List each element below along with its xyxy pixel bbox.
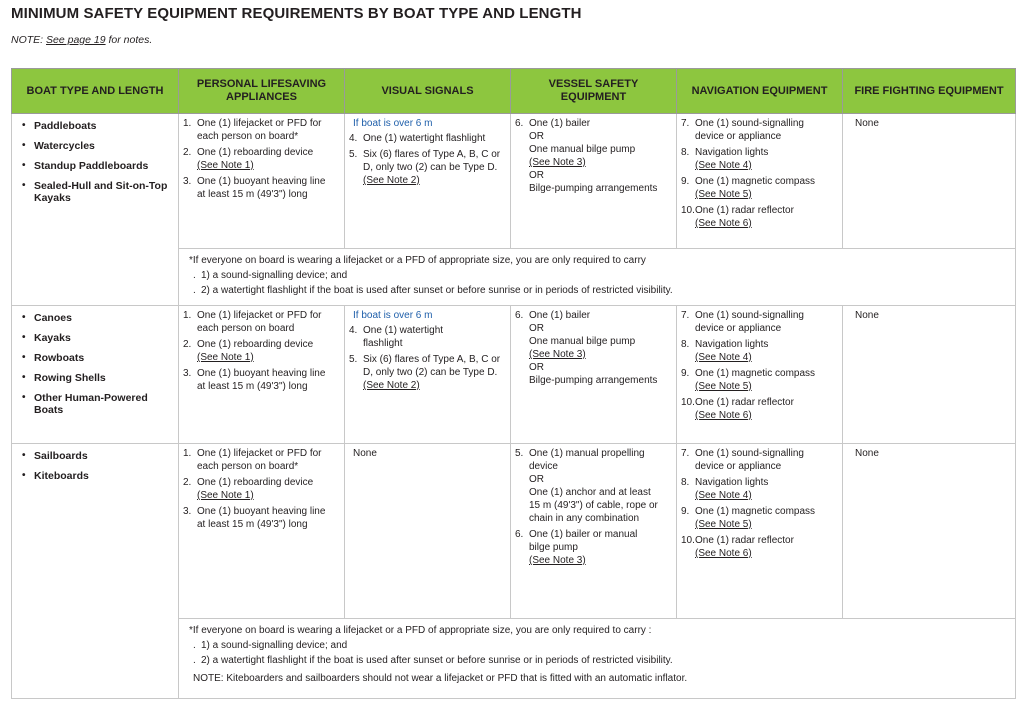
item-text (529, 447, 672, 525)
boat-section-row (12, 114, 1016, 249)
item-text (197, 505, 340, 531)
item-line: 15 m (49'3") of cable, rope or (529, 500, 658, 511)
item-line: OR (529, 170, 544, 181)
note-reference (695, 380, 838, 393)
note-link[interactable]: (See Note 2) (363, 175, 420, 186)
note-link[interactable]: (See Note 6) (695, 218, 752, 229)
item-text (695, 175, 838, 201)
item-line: One (1) reboarding device (197, 477, 314, 488)
item-number: 3. (183, 368, 192, 379)
item-line: One (1) magnetic compass (695, 176, 816, 187)
item-line: at least 15 m (49'3") long (197, 519, 308, 530)
item-line: device or appliance (695, 461, 782, 472)
lifesaving-item (183, 175, 340, 201)
boat-length-condition: If boat is over 6 m (353, 310, 433, 321)
boat-section-row (12, 444, 1016, 619)
item-number: 1. (183, 118, 192, 129)
note-link[interactable]: (See Note 3) (529, 157, 586, 168)
footnote-bullet: . (193, 285, 196, 296)
note-reference (695, 409, 838, 422)
item-text (197, 367, 340, 393)
note-link[interactable]: (See Note 6) (695, 410, 752, 421)
item-line: One (1) magnetic compass (695, 506, 816, 517)
footnote-intro: *If everyone on board is wearing a lifejacket or a PFD of appropriate size, you are only required to carry (189, 255, 646, 266)
visual-signals-cell (345, 114, 511, 249)
item-line: device or appliance (695, 323, 782, 334)
footnote-bullet: . (193, 270, 196, 281)
note-reference (695, 489, 838, 502)
item-number: 8. (681, 477, 690, 488)
item-number: 10. (681, 535, 695, 546)
item-text (695, 146, 838, 172)
item-line: One (1) bailer or manual (529, 529, 638, 540)
item-number: 4. (349, 133, 358, 144)
navigation-item (681, 338, 838, 364)
item-line: each person on board (197, 323, 295, 334)
item-text (695, 505, 838, 531)
footnote-cell (179, 249, 1016, 306)
item-line: OR (529, 323, 544, 334)
item-line: One (1) buoyant heaving line (197, 176, 326, 187)
note-reference (695, 159, 838, 172)
note-reference (197, 489, 340, 502)
item-number: 10. (681, 205, 695, 216)
navigation-item (681, 534, 838, 560)
lifesaving-item (183, 338, 340, 364)
footnote-cell (179, 619, 1016, 699)
lifesaving-item (183, 309, 340, 335)
item-number: 2. (183, 147, 192, 158)
vessel-safety-item (515, 309, 672, 387)
page-title: MINIMUM SAFETY EQUIPMENT REQUIREMENTS BY BOAT TYPE AND LENGTH (11, 5, 582, 22)
page-note (11, 34, 152, 46)
item-number: 4. (349, 325, 358, 336)
visual-signal-item (349, 148, 506, 187)
note-reference (695, 547, 838, 560)
navigation-cell (677, 306, 843, 444)
item-line: Bilge-pumping arrangements (529, 375, 658, 386)
boat-type-item: • Watercycles (22, 140, 172, 152)
boat-type-item: • Paddleboats (22, 120, 172, 132)
column-header: VISUAL SIGNALS (345, 69, 511, 114)
note-link[interactable]: (See Note 5) (695, 189, 752, 200)
note-reference (529, 348, 672, 361)
lifesaving-cell (179, 306, 345, 444)
item-line: One (1) bailer (529, 118, 591, 129)
item-line: at least 15 m (49'3") long (197, 381, 308, 392)
item-number: 9. (681, 506, 690, 517)
item-number: 7. (681, 448, 690, 459)
note-reference (529, 156, 672, 169)
note-link[interactable]: (See Note 2) (363, 380, 420, 391)
item-text (363, 132, 506, 145)
note-suffix: for notes. (105, 34, 153, 46)
note-reference (363, 379, 506, 392)
item-text (695, 309, 838, 335)
item-number: 2. (183, 339, 192, 350)
footnote-item (189, 638, 1009, 653)
note-link[interactable]: (See Note 1) (197, 352, 254, 363)
note-link[interactable]: (See Note 5) (695, 381, 752, 392)
item-line: One (1) radar reflector (695, 205, 794, 216)
item-number: 6. (515, 529, 524, 540)
item-line: One manual bilge pump (529, 144, 636, 155)
item-line: device (529, 461, 558, 472)
item-line: each person on board* (197, 461, 299, 472)
item-number: 3. (183, 176, 192, 187)
item-number: 6. (515, 310, 524, 321)
navigation-item (681, 175, 838, 201)
item-line: One (1) manual propelling (529, 448, 645, 459)
item-line: device or appliance (695, 131, 782, 142)
boat-type-item: • Sailboards (22, 450, 172, 462)
note-link[interactable]: (See Note 4) (695, 160, 752, 171)
item-line: One (1) sound-signalling (695, 310, 804, 321)
item-number: 7. (681, 118, 690, 129)
item-line: One (1) sound-signalling (695, 118, 804, 129)
visual-signals-cell (345, 444, 511, 619)
visual-signal-item (349, 324, 506, 350)
lifesaving-item (183, 505, 340, 531)
item-line: One (1) lifejacket or PFD for (197, 448, 322, 459)
navigation-item (681, 117, 838, 143)
item-text (197, 476, 340, 502)
column-header: NAVIGATION EQUIPMENT (677, 69, 843, 114)
item-text (695, 117, 838, 143)
navigation-item (681, 309, 838, 335)
item-line: at least 15 m (49'3") long (197, 189, 308, 200)
boat-type-item: • Sealed-Hull and Sit-on-Top Kayaks (22, 180, 172, 204)
item-number: 2. (183, 477, 192, 488)
item-number: 9. (681, 176, 690, 187)
item-text (197, 146, 340, 172)
note-prefix: NOTE: (11, 34, 47, 46)
fire-fighting-cell (843, 306, 1016, 444)
vessel-safety-item (515, 117, 672, 195)
navigation-item (681, 367, 838, 393)
navigation-item (681, 396, 838, 422)
footnote-item (189, 653, 1009, 668)
boat-type-item: • Other Human-Powered Boats (22, 392, 172, 416)
note-reference (695, 188, 838, 201)
boat-length-condition: If boat is over 6 m (353, 118, 433, 129)
footnote-item-text: 1) a sound-signalling device; and (201, 640, 348, 651)
item-line: One (1) sound-signalling (695, 448, 804, 459)
item-number: 6. (515, 118, 524, 129)
note-reference (695, 217, 838, 230)
item-line: One (1) bailer (529, 310, 591, 321)
header-row (12, 69, 1016, 114)
item-line: One (1) watertight (363, 325, 444, 336)
note-link[interactable]: (See Note 4) (695, 490, 752, 501)
footnote-extra-note: NOTE: Kiteboarders and sailboarders should not wear a lifejacket or PFD that is fitted with an automatic inflator. (193, 673, 688, 684)
boat-section-row (12, 306, 1016, 444)
lifesaving-item (183, 146, 340, 172)
vessel-safety-item (515, 528, 672, 567)
footnote-item (189, 268, 1009, 283)
item-line: Six (6) flares of Type A, B, C or (363, 354, 501, 365)
item-number: 10. (681, 397, 695, 408)
item-line: One (1) anchor and at least (529, 487, 651, 498)
lifesaving-item (183, 117, 340, 143)
item-text (695, 367, 838, 393)
item-line: One (1) radar reflector (695, 397, 794, 408)
navigation-cell (677, 444, 843, 619)
column-header: BOAT TYPE AND LENGTH (12, 69, 179, 114)
item-number: 1. (183, 448, 192, 459)
item-number: 5. (349, 354, 358, 365)
item-text (695, 338, 838, 364)
item-line: OR (529, 362, 544, 373)
lifesaving-cell (179, 114, 345, 249)
item-line: One (1) lifejacket or PFD for (197, 118, 322, 129)
navigation-item (681, 447, 838, 473)
note-reference (197, 159, 340, 172)
boat-type-item: • Canoes (22, 312, 172, 324)
vessel-safety-cell (511, 306, 677, 444)
vessel-safety-item (515, 447, 672, 525)
boat-type-item: • Kayaks (22, 332, 172, 344)
item-number: 8. (681, 339, 690, 350)
note-reference (695, 351, 838, 364)
item-line: One (1) buoyant heaving line (197, 368, 326, 379)
fire-fighting-cell (843, 444, 1016, 619)
note-reference (363, 174, 506, 187)
note-link[interactable]: See page 19 (46, 34, 106, 46)
item-number: 5. (515, 448, 524, 459)
item-line: Bilge-pumping arrangements (529, 183, 658, 194)
boat-type-item: • Rowboats (22, 352, 172, 364)
item-number: 7. (681, 310, 690, 321)
item-text (197, 338, 340, 364)
item-text (695, 396, 838, 422)
item-line: One (1) reboarding device (197, 339, 314, 350)
item-line: flashlight (363, 338, 403, 349)
lifesaving-item (183, 367, 340, 393)
navigation-item (681, 476, 838, 502)
item-text (363, 353, 506, 392)
vessel-safety-cell (511, 444, 677, 619)
item-text (529, 528, 672, 567)
boat-type-item: • Rowing Shells (22, 372, 172, 384)
footnote-intro: *If everyone on board is wearing a lifejacket or a PFD of appropriate size, you are only required to carry : (189, 625, 652, 636)
item-line: Navigation lights (695, 147, 769, 158)
item-text (197, 175, 340, 201)
item-line: One (1) magnetic compass (695, 368, 816, 379)
boat-type-item: • Kiteboards (22, 470, 172, 482)
item-line: each person on board* (197, 131, 299, 142)
footnote-bullet: . (193, 655, 196, 666)
item-text (197, 309, 340, 335)
item-number: 5. (349, 149, 358, 160)
item-number: 3. (183, 506, 192, 517)
note-link[interactable]: (See Note 4) (695, 352, 752, 363)
note-link[interactable]: (See Note 5) (695, 519, 752, 530)
note-reference (529, 554, 672, 567)
item-text (197, 447, 340, 473)
note-link[interactable]: (See Note 3) (529, 555, 586, 566)
item-text (695, 447, 838, 473)
item-number: 8. (681, 147, 690, 158)
visual-signal-item (349, 353, 506, 392)
item-number: 1. (183, 310, 192, 321)
lifesaving-item (183, 447, 340, 473)
visual-none-text: None (353, 448, 377, 459)
item-text (363, 324, 506, 350)
item-line: One (1) lifejacket or PFD for (197, 310, 322, 321)
item-line: One (1) reboarding device (197, 147, 314, 158)
column-header: PERSONAL LIFESAVING APPLIANCES (179, 69, 345, 114)
item-text (363, 148, 506, 187)
note-link[interactable]: (See Note 1) (197, 160, 254, 171)
item-line: OR (529, 474, 544, 485)
note-link[interactable]: (See Note 1) (197, 490, 254, 501)
item-line: One (1) radar reflector (695, 535, 794, 546)
item-line: One (1) buoyant heaving line (197, 506, 326, 517)
boat-types-cell (12, 306, 179, 444)
note-reference (197, 351, 340, 364)
note-reference (695, 518, 838, 531)
boat-types-cell (12, 444, 179, 699)
item-text (695, 534, 838, 560)
item-line: One (1) watertight flashlight (363, 133, 486, 144)
safety-equipment-table (11, 68, 1016, 699)
footnote-item-text: 2) a watertight flashlight if the boat is used after sunset or before sunrise or in periods of restricted visibility. (201, 285, 673, 296)
item-line: OR (529, 131, 544, 142)
item-line: One manual bilge pump (529, 336, 636, 347)
navigation-cell (677, 114, 843, 249)
item-line: D, only two (2) can be Type D. (363, 162, 498, 173)
item-text (695, 204, 838, 230)
item-text (529, 309, 672, 387)
footnote-item (189, 283, 1009, 298)
navigation-item (681, 505, 838, 531)
item-line: Navigation lights (695, 477, 769, 488)
item-line: chain in any combination (529, 513, 640, 524)
item-number: 9. (681, 368, 690, 379)
item-text (695, 476, 838, 502)
visual-signals-cell (345, 306, 511, 444)
navigation-item (681, 146, 838, 172)
boat-types-cell (12, 114, 179, 306)
footnote-item-text: 1) a sound-signalling device; and (201, 270, 348, 281)
item-line: D, only two (2) can be Type D. (363, 367, 498, 378)
item-line: Navigation lights (695, 339, 769, 350)
fire-fighting-text: None (855, 448, 879, 459)
note-link[interactable]: (See Note 3) (529, 349, 586, 360)
item-line: bilge pump (529, 542, 578, 553)
fire-fighting-cell (843, 114, 1016, 249)
footnote-item-text: 2) a watertight flashlight if the boat is used after sunset or before sunrise or in periods of restricted visibility. (201, 655, 673, 666)
navigation-item (681, 204, 838, 230)
boat-type-item: • Standup Paddleboards (22, 160, 172, 172)
fire-fighting-text: None (855, 310, 879, 321)
visual-signal-item (349, 132, 506, 145)
lifesaving-item (183, 476, 340, 502)
vessel-safety-cell (511, 114, 677, 249)
column-header: VESSEL SAFETY EQUIPMENT (511, 69, 677, 114)
note-link[interactable]: (See Note 6) (695, 548, 752, 559)
column-header: FIRE FIGHTING EQUIPMENT (843, 69, 1016, 114)
item-text (529, 117, 672, 195)
fire-fighting-text: None (855, 118, 879, 129)
footnote-bullet: . (193, 640, 196, 651)
item-text (197, 117, 340, 143)
item-line: Six (6) flares of Type A, B, C or (363, 149, 501, 160)
lifesaving-cell (179, 444, 345, 619)
